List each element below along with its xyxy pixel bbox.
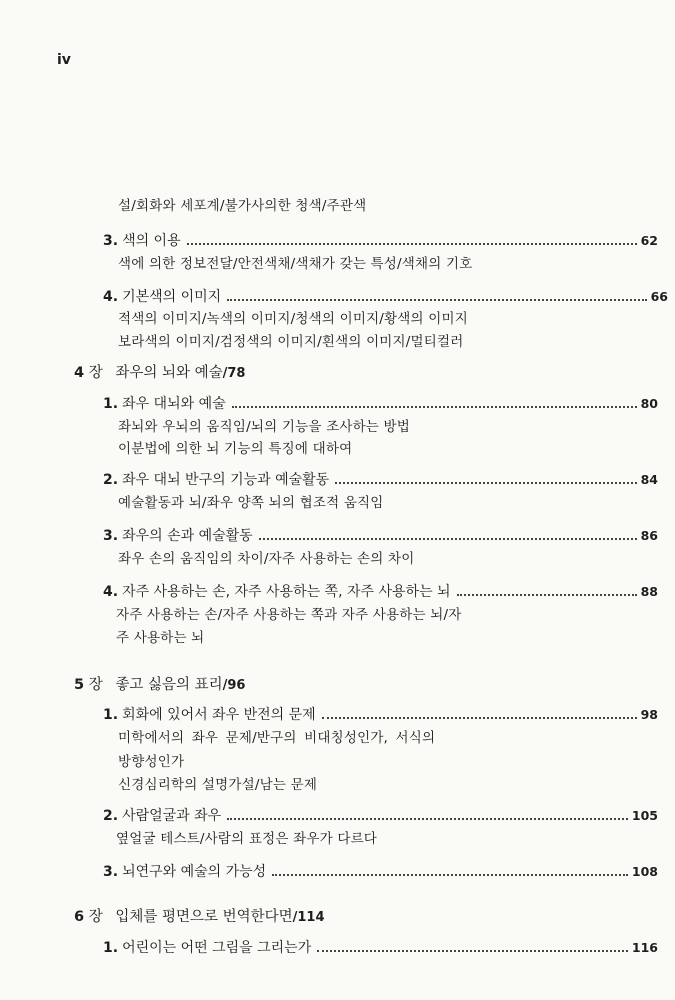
entry-page: 105 <box>631 808 658 823</box>
dot-leader <box>457 594 637 596</box>
chapter-title: 좋고 싫음의 표리 <box>115 677 223 693</box>
entry-number: 1. <box>103 707 119 723</box>
toc-entry[interactable] <box>103 937 658 957</box>
entry-number: 3. <box>103 233 119 249</box>
chapter-label: 장 <box>88 365 103 381</box>
toc-entry[interactable] <box>103 805 658 825</box>
entry-title: 뇌연구와 예술의 가능성 <box>122 864 267 880</box>
toc-entry[interactable] <box>103 286 668 306</box>
chapter-heading[interactable] <box>74 905 325 926</box>
entry-number: 2. <box>103 472 119 488</box>
entry-page: 98 <box>640 707 658 722</box>
chapter-page: /96 <box>222 678 246 693</box>
dot-leader <box>187 243 637 245</box>
toc-subtopics: 자주 사용하는 손/자주 사용하는 쪽과 자주 사용하는 뇌/자 <box>116 607 462 623</box>
dot-leader <box>317 950 628 952</box>
entry-page: 84 <box>640 472 658 487</box>
entry-title: 좌우 대뇌 반구의 기능과 예술활동 <box>122 472 330 488</box>
toc-subtopics: 좌뇌와 우뇌의 움직임/뇌의 기능을 조사하는 방법 <box>118 419 411 435</box>
chapter-heading[interactable] <box>74 361 245 382</box>
chapter-title: 입체를 평면으로 번역한다면 <box>115 909 293 925</box>
toc-entry[interactable] <box>103 704 658 724</box>
chapter-page: /114 <box>292 910 325 925</box>
entry-number: 2. <box>103 808 119 824</box>
entry-title: 색의 이용 <box>122 233 181 249</box>
entry-page: 108 <box>631 864 658 879</box>
toc-subtopics: 미학에서의 좌우 문제/반구의 비대칭성인가, 서식의 <box>118 730 436 746</box>
toc-subtopics: 설/회화와 세포계/불가사의한 청색/주관색 <box>118 198 367 214</box>
chapter-number: 5 <box>74 677 85 693</box>
entry-title: 자주 사용하는 손, 자주 사용하는 쪽, 자주 사용하는 뇌 <box>122 584 451 600</box>
toc-subtopics: 신경심리학의 설명가설/남는 문제 <box>118 777 318 793</box>
entry-number: 3. <box>103 528 119 544</box>
toc-entry[interactable] <box>103 469 658 489</box>
chapter-page: /78 <box>222 366 246 381</box>
chapter-heading[interactable] <box>74 673 245 694</box>
entry-number: 4. <box>103 289 119 305</box>
entry-number: 1. <box>103 396 119 412</box>
toc-entry[interactable] <box>103 525 658 545</box>
dot-leader <box>322 717 637 719</box>
toc-entry[interactable] <box>103 230 658 250</box>
entry-number: 4. <box>103 584 119 600</box>
toc-subtopics: 보라색의 이미지/검정색의 이미지/흰색의 이미지/멀티컬러 <box>118 334 464 350</box>
entry-page: 62 <box>640 233 658 248</box>
chapter-label: 장 <box>88 909 103 925</box>
toc-subtopics: 예술활동과 뇌/좌우 양쪽 뇌의 협조적 움직임 <box>118 495 384 511</box>
toc-subtopics: 주 사용하는 뇌 <box>116 630 205 646</box>
dot-leader <box>227 299 646 301</box>
entry-title: 좌우 대뇌와 예술 <box>122 396 226 412</box>
dot-leader <box>259 538 637 540</box>
toc-subtopics: 옆얼굴 테스트/사람의 표정은 좌우가 다르다 <box>116 831 378 847</box>
entry-page: 80 <box>640 396 658 411</box>
toc-subtopics: 색에 의한 정보전달/안전색채/색채가 갖는 특성/색채의 기호 <box>118 256 473 272</box>
dot-leader <box>335 482 636 484</box>
entry-number: 3. <box>103 864 119 880</box>
entry-number: 1. <box>103 940 119 956</box>
chapter-number: 6 <box>74 909 85 925</box>
toc-entry[interactable] <box>103 581 658 601</box>
dot-leader <box>272 874 628 876</box>
entry-title: 회화에 있어서 좌우 반전의 문제 <box>122 707 316 723</box>
chapter-title: 좌우의 뇌와 예술 <box>115 365 223 381</box>
entry-page: 86 <box>640 528 658 543</box>
toc-subtopics: 적색의 이미지/녹색의 이미지/청색의 이미지/황색의 이미지 <box>118 311 468 327</box>
entry-title: 어린이는 어떤 그림을 그리는가 <box>122 940 312 956</box>
entry-page: 116 <box>631 940 658 955</box>
dot-leader <box>227 818 628 820</box>
toc-subtopics: 방향성인가 <box>118 754 185 770</box>
toc-subtopics: 이분법에 의한 뇌 기능의 특징에 대하여 <box>118 441 353 457</box>
toc-entry[interactable] <box>103 393 658 413</box>
chapter-number: 4 <box>74 365 85 381</box>
toc-entry[interactable] <box>103 861 658 881</box>
entry-title: 기본색의 이미지 <box>122 289 222 305</box>
entry-page: 88 <box>640 584 658 599</box>
chapter-label: 장 <box>88 677 103 693</box>
entry-title: 사람얼굴과 좌우 <box>122 808 222 824</box>
entry-page: 66 <box>650 289 668 304</box>
toc-subtopics: 좌우 손의 움직임의 차이/자주 사용하는 손의 차이 <box>118 551 415 567</box>
page-number: iv <box>57 52 71 68</box>
dot-leader <box>232 406 637 408</box>
entry-title: 좌우의 손과 예술활동 <box>122 528 253 544</box>
